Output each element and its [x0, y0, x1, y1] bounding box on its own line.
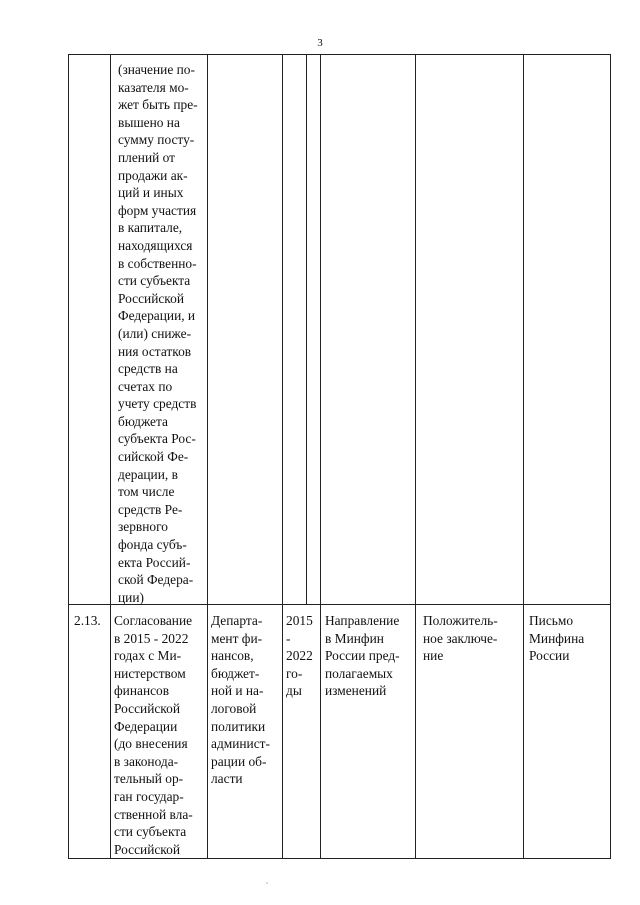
document-cell: Письмо Минфина России — [529, 613, 585, 664]
period-cell: 2015 - 2022 го- ды — [286, 613, 313, 699]
col-line-6 — [415, 54, 416, 859]
col-line-1 — [110, 54, 111, 859]
scan-speck — [266, 882, 268, 884]
col-line-5 — [320, 54, 321, 859]
result-cell: Положитель- ное заключе- ние — [423, 613, 498, 664]
table-top-border — [68, 54, 610, 55]
col-line-right — [610, 54, 611, 859]
row-number-cell: 2.13. — [74, 613, 101, 628]
col-line-left — [68, 54, 69, 859]
col-line-7 — [523, 54, 524, 859]
action-cell: Направление в Минфин России пред- полагаемых изменений — [325, 613, 400, 699]
col-line-4 — [306, 54, 307, 604]
continued-description-cell: (значение по- казателя мо- жет быть пре- вышено на сумму посту- плений от продажи ак- ций и иных форм участия в капитале, находящихся в собственно- сти субъекта Российской Федерации, и (или) сниже- ния остатков средств на счетах по учету средств бюджета субъекта Рос- сийской Фе- дерации, в том числе средств Ре- зервного фонда субъ- екта Россий- ской Федера- ции) — [118, 62, 198, 605]
responsible-cell: Департа- мент фи- нансов, бюджет- ной и на- логовой политики админист- рации об- ласти — [211, 613, 270, 787]
description-cell: Согласование в 2015 - 2022 годах с Ми- нистерством финансов Российской Федерации (до внесения в законода- тельный ор- ган государ- ственной вла- сти субъекта Российской — [114, 613, 193, 857]
page-number: 3 — [317, 37, 323, 49]
